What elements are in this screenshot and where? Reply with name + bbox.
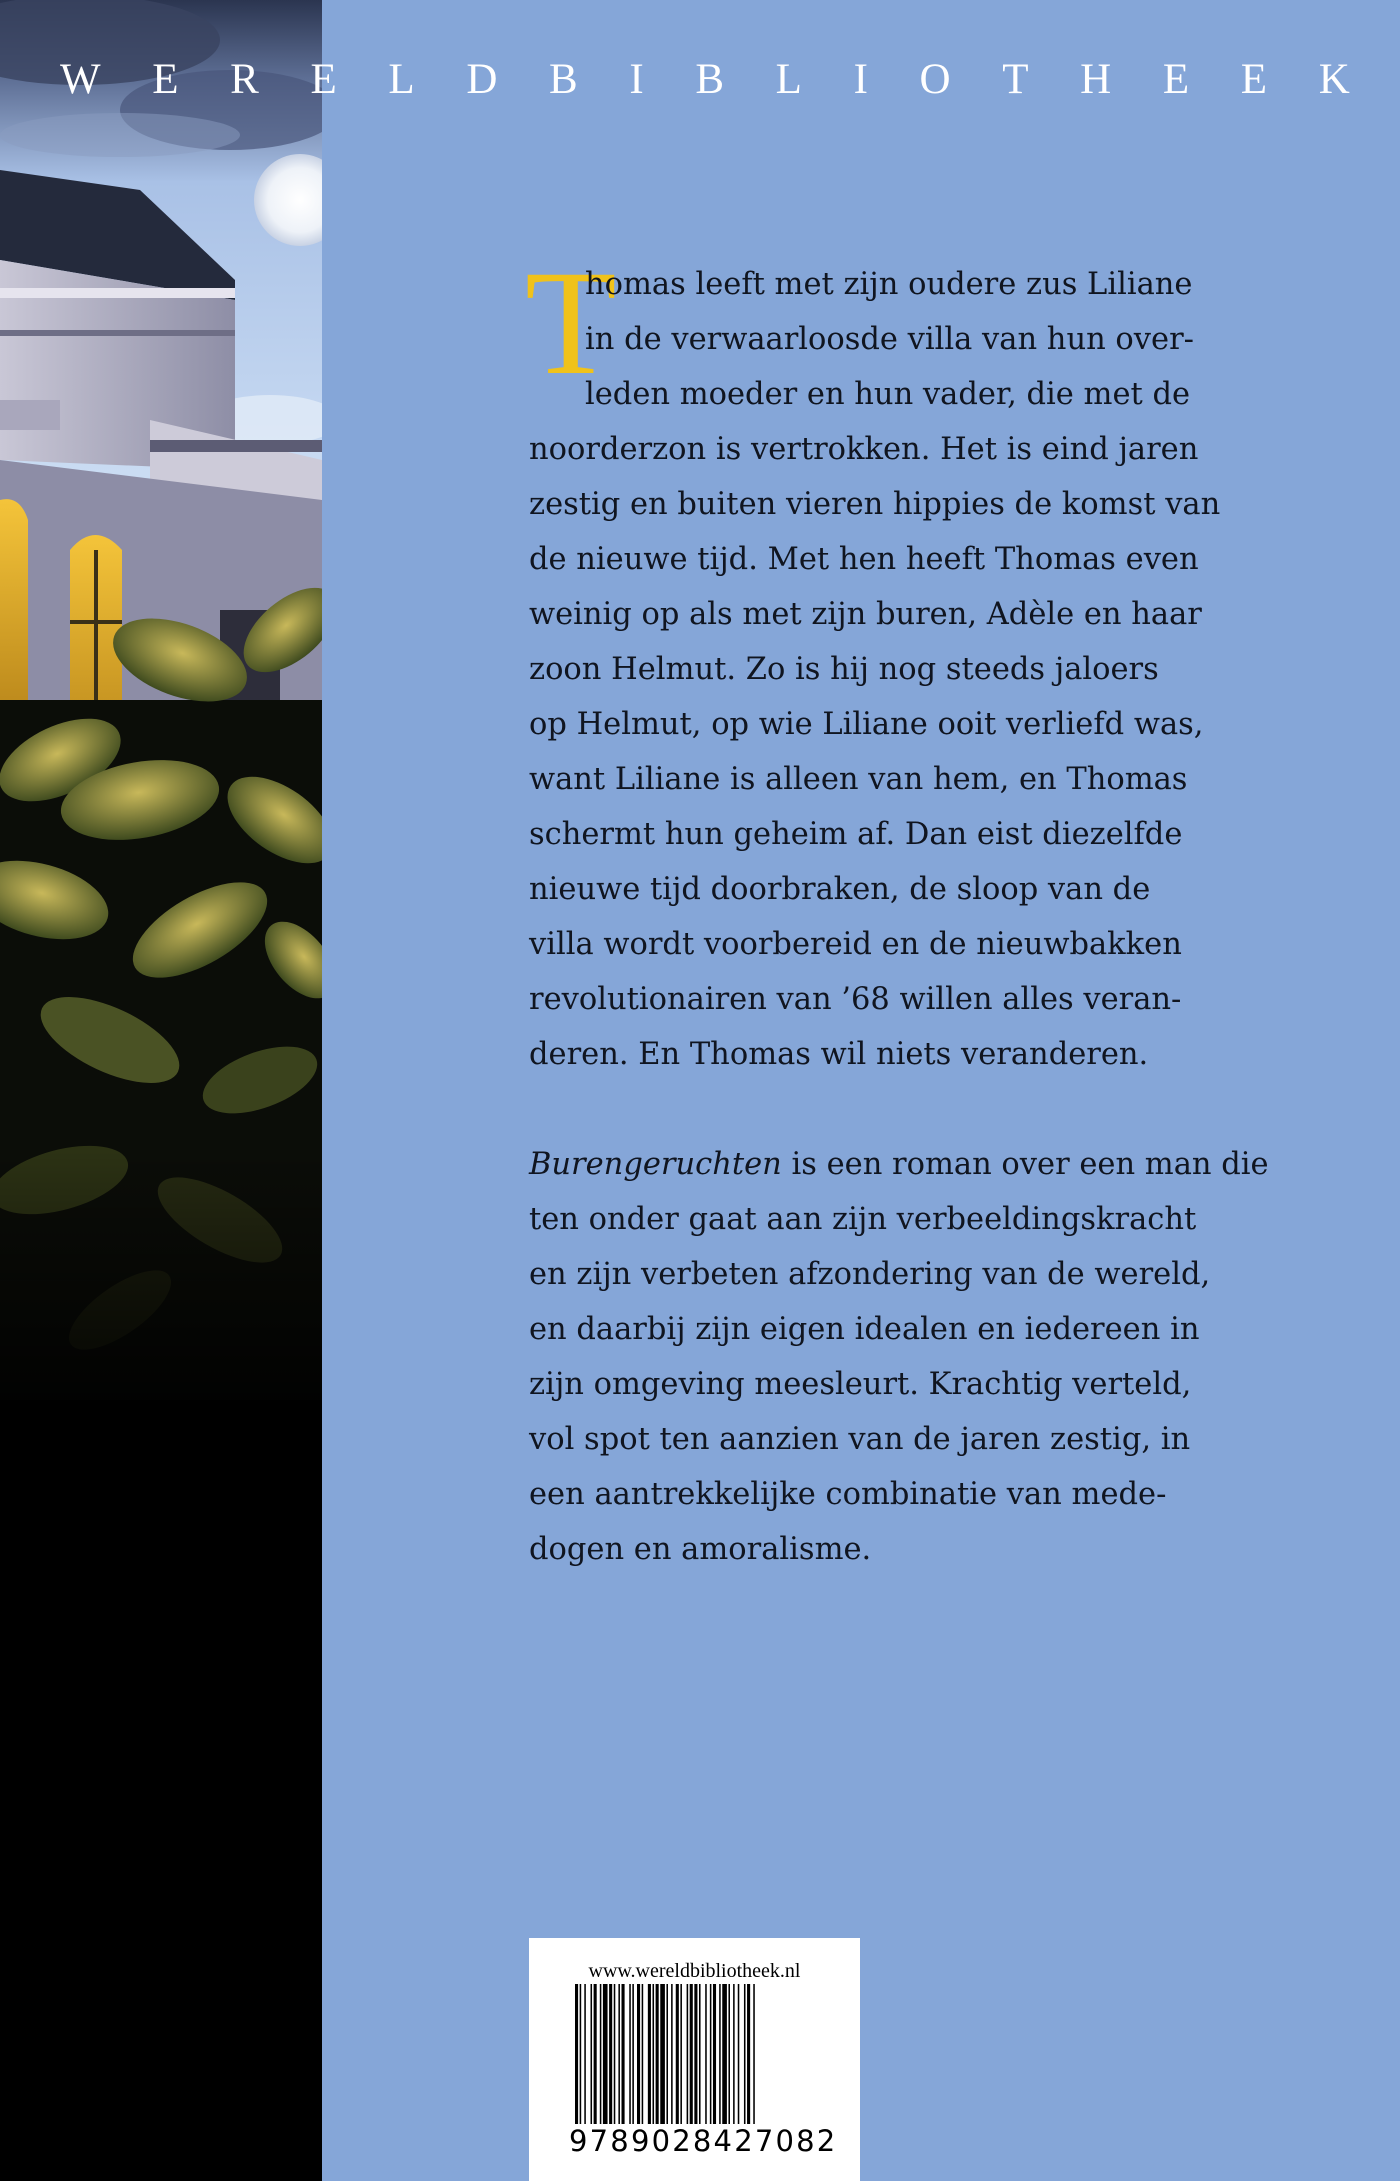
- barcode-bar: [622, 1984, 625, 2124]
- blurb-text: [525, 240, 1269, 1577]
- blurb-line: zoon Helmut. Zo is hij nog steeds jaloers: [529, 652, 1159, 687]
- barcode-box: [529, 1938, 860, 2181]
- barcode-bar: [671, 1984, 673, 2124]
- series-title-letter: W: [60, 56, 101, 103]
- barcode-bar: [753, 1984, 755, 2124]
- barcode-bar: [594, 1984, 597, 2124]
- series-title-letter: E: [1240, 56, 1268, 103]
- barcode-bar: [676, 1984, 679, 2124]
- series-title-letter: E: [310, 56, 337, 103]
- blurb-line: homas leeft met zijn oudere zus Liliane: [585, 267, 1193, 302]
- series-title-letter: I: [629, 56, 644, 103]
- series-title-letter: K: [1318, 56, 1350, 103]
- barcode-bar: [660, 1984, 665, 2124]
- blurb-line: leden moeder en hun vader, die met de: [585, 377, 1191, 412]
- series-title-letter: E: [1162, 56, 1190, 103]
- series-title-letter: O: [919, 56, 951, 103]
- villa-illustration: [0, 0, 322, 2181]
- barcode-bar: [690, 1984, 693, 2124]
- barcode-bar: [656, 1984, 659, 2124]
- barcode-bar: [694, 1984, 697, 2124]
- barcode-bar: [705, 1984, 707, 2124]
- website-url: www.wereldbibliotheek.nl: [588, 1960, 801, 1982]
- cover-photo-villa-night: [0, 0, 322, 2181]
- series-title-letter: D: [466, 56, 498, 103]
- barcode-bar: [600, 1984, 602, 2124]
- barcode-bar: [733, 1984, 735, 2124]
- barcode-bar: [713, 1984, 716, 2124]
- blurb-line: en zijn verbeten afzondering van de wereld,: [529, 1257, 1211, 1292]
- isbn-number: 9789028427082: [569, 2124, 838, 2158]
- barcode-bar: [637, 1984, 640, 2124]
- drop-cap: T: [525, 240, 617, 406]
- barcode-bar: [666, 1984, 668, 2124]
- series-title-letter: E: [152, 56, 179, 103]
- barcode-bar: [680, 1984, 682, 2124]
- series-title-letter: R: [230, 56, 259, 103]
- barcode-bar: [609, 1984, 612, 2124]
- barcode-bar: [728, 1984, 730, 2124]
- barcode-bar: [747, 1984, 750, 2124]
- barcode-bar: [710, 1984, 712, 2124]
- barcode-bar: [614, 1984, 616, 2124]
- barcode-bar: [699, 1984, 701, 2124]
- series-title-letter: H: [1080, 56, 1112, 103]
- blurb-line: nieuwe tijd doorbraken, de sloop van de: [529, 872, 1151, 907]
- blurb-line-rest: is een roman over een man die: [781, 1147, 1269, 1182]
- series-title-letter: L: [775, 56, 802, 103]
- barcode-bar: [744, 1984, 746, 2124]
- blurb-line: want Liliane is alleen van hem, en Thomas: [529, 762, 1188, 797]
- blurb-line: schermt hun geheim af. Dan eist diezelfde: [529, 817, 1183, 852]
- barcode-bar: [629, 1984, 631, 2124]
- barcode-bar: [719, 1984, 721, 2124]
- blurb-line: op Helmut, op wie Liliane ooit verliefd was,: [529, 707, 1204, 742]
- series-title-letter: T: [1002, 56, 1029, 103]
- blurb-line: ten onder gaat aan zijn verbeeldingskracht: [529, 1202, 1197, 1237]
- barcode-bar: [591, 1984, 593, 2124]
- blurb-line: vol spot ten aanzien van de jaren zestig, in: [529, 1422, 1191, 1457]
- blurb-line: weinig op als met zijn buren, Adèle en haar: [529, 597, 1202, 632]
- barcode-bar: [653, 1984, 655, 2124]
- series-title: [60, 58, 1350, 101]
- blurb-line: een aantrekkelijke combinatie van mede-: [529, 1477, 1167, 1512]
- series-title-letter: L: [388, 56, 415, 103]
- blurb-line: zestig en buiten vieren hippies de komst van: [529, 487, 1221, 522]
- book-title: Burengeruchten: [529, 1147, 782, 1182]
- barcode-bar: [648, 1984, 651, 2124]
- blurb-line: deren. En Thomas wil niets veranderen.: [529, 1037, 1149, 1072]
- barcode-bar: [575, 1984, 578, 2124]
- barcode-bar: [687, 1984, 689, 2124]
- blurb-paragraph-2: [529, 1137, 1269, 1577]
- blurb-line: zijn omgeving meesleurt. Krachtig verteld,: [529, 1367, 1192, 1402]
- blurb-line: [529, 1137, 1269, 1192]
- series-title-letter: B: [549, 56, 578, 103]
- blurb-line: noorderzon is vertrokken. Het is eind jaren: [529, 432, 1199, 467]
- series-title-letter: I: [853, 56, 868, 103]
- series-title-letter: B: [695, 56, 725, 103]
- barcode-bar: [584, 1984, 586, 2124]
- barcode-bar: [618, 1984, 620, 2124]
- barcode-bar: [603, 1984, 608, 2124]
- blurb-paragraph-1: [525, 240, 1229, 1082]
- blurb-line: villa wordt voorbereid en de nieuwbakken: [529, 927, 1182, 962]
- blurb-line: in de verwaarloosde villa van hun over-: [585, 322, 1194, 357]
- barcode-bar: [632, 1984, 634, 2124]
- barcode-bar: [580, 1984, 582, 2124]
- barcode-bar: [642, 1984, 644, 2124]
- blurb-line: de nieuwe tijd. Met hen heeft Thomas even: [529, 542, 1199, 577]
- isbn-barcode: [575, 1984, 815, 2124]
- blurb-line: dogen en amoralisme.: [529, 1532, 872, 1567]
- blurb-line: revolutionairen van ’68 willen alles veran-: [529, 982, 1182, 1017]
- barcode-bar: [722, 1984, 727, 2124]
- blurb-line: en daarbij zijn eigen idealen en iedereen in: [529, 1312, 1200, 1347]
- barcode-bar: [738, 1984, 740, 2124]
